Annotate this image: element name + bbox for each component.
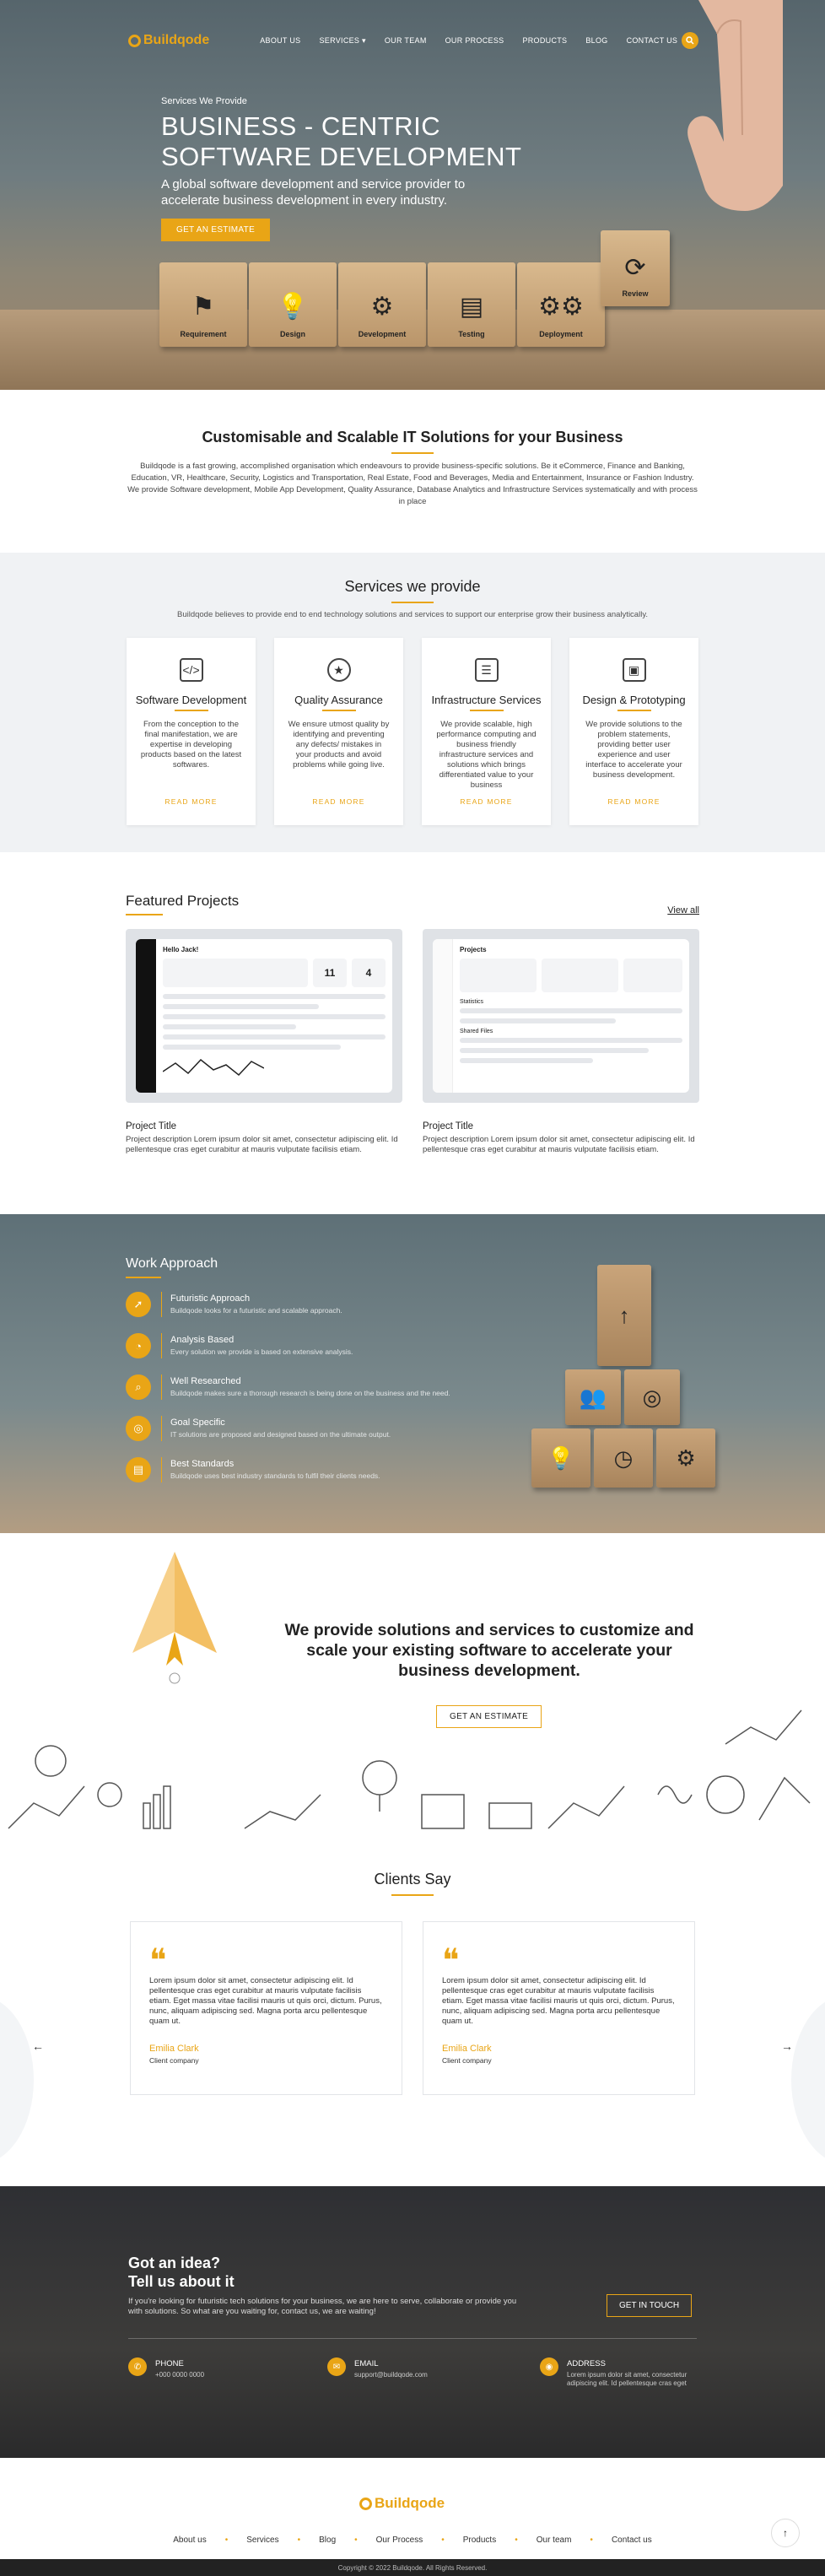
clock-icon: ◷ (594, 1428, 653, 1488)
title-underline (126, 914, 163, 915)
testimonial-text: Lorem ipsum dolor sit amet, consectetur adipiscing elit. Id pellentesque cras eget curabitur at mauris vulputate facilisis etiam. Eget massa vitae facilisi mauris ut quis orci, dictum. Purus, nunc, aliquam adipiscing sed. Magna porta arcu pellentesque quam ut. (149, 1976, 382, 2026)
title-underline (391, 602, 434, 603)
hero-estimate-button[interactable]: GET AN ESTIMATE (161, 219, 270, 241)
brand-logo[interactable] (128, 33, 209, 48)
work-step-text: Buildqode looks for a futuristic and scalable approach. (170, 1306, 342, 1315)
work-step-text: Buildqode uses best industry standards to fulfil their clients needs. (170, 1472, 380, 1480)
intro-title: Customisable and Scalable IT Solutions for your Business (202, 429, 623, 446)
contact-label: EMAIL (354, 2359, 379, 2368)
contact-phone (128, 2357, 282, 2379)
project-title: Project Title (126, 1121, 177, 1131)
view-all-link[interactable]: View all (667, 905, 699, 915)
flag-icon: ⚑ (191, 293, 215, 321)
hero-subtitle: A global software development and service provider to accelerate business development in every industry. (161, 177, 466, 208)
footer (0, 2458, 825, 2559)
title-underline (126, 1277, 161, 1278)
intro-section (0, 390, 825, 553)
nav-item-services[interactable]: SERVICES ▾ (319, 35, 366, 45)
quote-icon: ❝ (149, 1941, 167, 1979)
copyright-text: Copyright © 2022 Buildqode. All Rights Reserved. (337, 2563, 488, 2572)
footer-link-products[interactable]: Products (462, 2535, 497, 2545)
testimonial-list (0, 1921, 825, 2095)
testimonial-company: Client company (442, 2056, 492, 2065)
service-card-text: We ensure utmost quality by identifying and preventing any defects/ mistakes in your products and avoid problems while going live. (288, 720, 390, 770)
services-title: Services we provide (344, 578, 481, 595)
cta-heading: We provide solutions and services to customize and scale your existing software to accelerate your business development. (284, 1621, 694, 1680)
dashboard-mockup (136, 939, 392, 1093)
server-icon: ☰ (475, 658, 499, 682)
cta-estimate-button[interactable]: GET AN ESTIMATE (436, 1705, 542, 1728)
brand-name: Buildqode (375, 2495, 445, 2511)
read-more-link[interactable]: READ MORE (312, 797, 365, 806)
contact-address (540, 2357, 693, 2388)
testimonial-card (130, 1921, 402, 2095)
analysis-icon: ◔ (126, 1333, 151, 1358)
document-icon: ▤ (126, 1457, 151, 1482)
read-more-link[interactable]: READ MORE (164, 797, 218, 806)
paper-plane-illustration (128, 1552, 221, 1687)
projects-header (126, 893, 699, 915)
mockup-heading: Projects (460, 946, 487, 953)
hero-title: BUSINESS - CENTRIC SOFTWARE DEVELOPMENT (161, 111, 522, 171)
footer-link-blog[interactable]: Blog (319, 2535, 337, 2545)
work-approach-section (0, 1214, 825, 1533)
service-card-title: Quality Assurance (294, 694, 383, 706)
nav-item-team[interactable]: OUR TEAM (384, 35, 427, 45)
services-subtitle: Buildqode believes to provide end to end technology solutions and services to support our enterprise grow their business analytically. (176, 610, 648, 619)
arrow-right-icon[interactable]: → (781, 2039, 793, 2053)
nav-item-contact[interactable]: CONTACT US (626, 35, 678, 45)
service-card[interactable] (422, 638, 551, 825)
title-underline (470, 710, 504, 711)
testimonial-text: Lorem ipsum dolor sit amet, consectetur adipiscing elit. Id pellentesque cras eget curabitur at mauris vulputate facilisis etiam. Eget massa vitae facilisi mauris ut quis orci, dictum. Purus, nunc, aliquam adipiscing sed. Magna porta arcu pellentesque quam ut. (442, 1976, 675, 2026)
service-card-text: From the conception to the final manifestation, we are expertise in developing products based on the latest softwares. (140, 720, 242, 770)
service-cards (0, 638, 825, 825)
target-icon: ◎ (624, 1369, 680, 1425)
nav-item-products[interactable]: PRODUCTS (522, 35, 568, 45)
mockup-label: Shared Files (460, 1029, 493, 1034)
nav-menu (260, 36, 677, 46)
mockup-sidebar (433, 939, 453, 1093)
divider (128, 2338, 697, 2339)
logo-mark-icon (128, 35, 141, 47)
service-card-text: We provide scalable, high performance computing and business friendly infrastructure services and solutions which brings differentiated value to your business (436, 720, 537, 790)
mockup-label: Statistics (460, 999, 484, 1005)
lightbulb-icon: 💡 (277, 293, 309, 321)
mockup-heading: Hello Jack! (163, 946, 199, 953)
block-development: ⚙ Development (338, 262, 426, 347)
testimonial-company: Client company (149, 2056, 199, 2065)
address-value: Lorem ipsum dolor sit amet, consectetur adipiscing elit. Id pellentesque cras eget (567, 2371, 688, 2387)
contact-label: ADDRESS (567, 2359, 606, 2368)
work-step-text: Buildqode makes sure a thorough research is being done on the business and the need. (170, 1389, 450, 1397)
team-icon: 👥 (565, 1369, 621, 1425)
goal-icon: ◎ (126, 1416, 151, 1441)
project-screenshot (126, 929, 402, 1103)
intro-body: Buildqode is a fast growing, accomplished organisation which endeavours to provide business-specific solutions. Be it eCommerce, Finance and Banking, Education, VR, Healthcare, Security, Logistics and Transportation, Real Estate, Food and Beverages, Media and Entertainment, Insurance or Fashion Industry. We provide Software development, Mobile App Development, Quality Assurance, Database Analytics and Infrastructure Services systematically and with process in place (127, 462, 698, 506)
business-doodles-illustration (0, 1693, 825, 1837)
work-step-text: Every solution we provide is based on extensive analysis. (170, 1347, 353, 1356)
title-underline (617, 710, 651, 711)
work-step-text: IT solutions are proposed and designed based on the ultimate output. (170, 1430, 391, 1439)
title-underline (175, 710, 208, 711)
testing-icon: ▤ (459, 293, 484, 321)
title-underline (391, 1894, 434, 1896)
project-desc: Project description Lorem ipsum dolor sit amet, consectetur adipiscing elit. Id pellentesque cras eget curabitur at mauris vulputate facilisis etiam. (126, 1135, 398, 1154)
award-icon: ★ (327, 658, 351, 682)
clients-section (0, 1854, 825, 2186)
idea-icon: 💡 (531, 1428, 590, 1488)
quote-icon: ❝ (442, 1941, 460, 1979)
footer-link-contact[interactable]: Contact us (611, 2535, 652, 2545)
blocks-pyramid-illustration (531, 1265, 717, 1518)
project-list (126, 929, 699, 1155)
contact-label: PHONE (155, 2359, 184, 2368)
email-value[interactable]: support@buildqode.com (354, 2371, 428, 2379)
projects-section (126, 852, 699, 1214)
project-screenshot (423, 929, 699, 1103)
work-step-title: Best Standards (170, 1459, 235, 1469)
design-monitor-icon: ▣ (623, 658, 646, 682)
logo-mark-icon (359, 2498, 372, 2510)
footer-link-process[interactable]: Our Process (375, 2535, 423, 2545)
block-requirement: ⚑ Requirement (159, 262, 247, 347)
mockup-body (453, 939, 689, 1093)
project-desc: Project description Lorem ipsum dolor sit amet, consectetur adipiscing elit. Id pellentesque cras eget curabitur at mauris vulputate facilisis etiam. (423, 1135, 695, 1154)
clients-title: Clients Say (374, 1871, 451, 1887)
service-card[interactable] (274, 638, 403, 825)
get-in-touch-button[interactable]: GET IN TOUCH (607, 2294, 692, 2317)
contact-email (327, 2357, 481, 2379)
mail-icon: ✉ (327, 2357, 346, 2376)
title-underline (391, 452, 434, 454)
service-card-title: Design & Prototyping (582, 694, 686, 706)
nav-item-blog[interactable]: BLOG (585, 35, 608, 45)
work-step-title: Goal Specific (170, 1418, 225, 1428)
location-pin-icon: ◉ (540, 2357, 558, 2376)
work-step-title: Well Researched (170, 1376, 241, 1386)
project-title: Project Title (423, 1121, 474, 1131)
testimonial-card (423, 1921, 695, 2095)
search-button[interactable] (682, 32, 698, 49)
service-card-title: Software Development (135, 694, 247, 706)
gears-icon: ⚙⚙ (538, 293, 584, 321)
mockup-sidebar (136, 939, 156, 1093)
service-card-text: We provide solutions to the problem statements, providing better user experience and user interface to accelerate your business development. (585, 720, 682, 780)
main-nav (128, 30, 698, 51)
services-section (0, 553, 825, 852)
arrow-left-icon[interactable]: ← (32, 2039, 44, 2053)
block-testing: ▤ Testing (428, 262, 515, 347)
arrow-up-icon: ↑ (597, 1265, 651, 1366)
contact-text: If you're looking for futuristic tech solutions for your business, we are here to serve, collaborate or provide you with solutions. So what are you waiting for, contact us, we are waiting! (128, 2297, 517, 2316)
mockup-body (156, 939, 392, 1093)
mockup-stat: 4 (352, 959, 386, 987)
scroll-to-top-button[interactable] (771, 2519, 800, 2547)
cta-section (0, 1533, 825, 1854)
process-blocks (159, 262, 605, 347)
refresh-icon: ⟳ (624, 254, 646, 282)
work-title: Work Approach (126, 1256, 218, 1271)
project-card[interactable] (423, 929, 699, 1155)
testimonial-name: Emilia Clark (149, 2044, 199, 2054)
contact-title: Got an idea? Tell us about it (128, 2255, 235, 2290)
arrow-up-icon: ↑ (783, 2527, 788, 2539)
copyright-bar (0, 2559, 825, 2576)
dashboard-mockup (433, 939, 689, 1093)
footer-link-about[interactable]: About us (173, 2535, 207, 2545)
footer-link-services[interactable]: Services (246, 2535, 279, 2545)
magnifier-icon: ⌕ (126, 1374, 151, 1400)
projects-title: Featured Projects (126, 893, 240, 909)
gears-icon: ⚙ (656, 1428, 715, 1488)
search-icon (686, 36, 694, 45)
work-step-title: Futuristic Approach (170, 1293, 251, 1304)
service-card-title: Infrastructure Services (431, 694, 542, 706)
phone-value[interactable]: +000 0000 0000 (155, 2371, 205, 2379)
footer-link-team[interactable]: Our team (536, 2535, 572, 2545)
hero-eyebrow: Services We Provide (161, 96, 247, 106)
block-review: ⟳ Review (601, 230, 670, 306)
block-deployment: ⚙⚙ Deployment (517, 262, 605, 347)
code-window-icon: </> (180, 658, 203, 682)
hero-section (0, 0, 825, 390)
rocket-icon: ➚ (126, 1292, 151, 1317)
chevron-down-icon: ▾ (362, 35, 366, 45)
project-card[interactable] (126, 929, 402, 1155)
footer-nav: About us • Services • Blog • Our Process • Products • Our team • Contact us (173, 2535, 652, 2545)
work-step-title: Analysis Based (170, 1335, 235, 1345)
service-card[interactable] (127, 638, 256, 825)
service-card[interactable] (569, 638, 698, 825)
brand-name: Buildqode (143, 33, 210, 47)
contact-section (0, 2186, 825, 2458)
read-more-link[interactable]: READ MORE (460, 797, 513, 806)
mockup-line-chart (163, 1055, 264, 1080)
footer-logo[interactable] (359, 2495, 445, 2512)
block-design: 💡 Design (249, 262, 337, 347)
title-underline (322, 710, 356, 711)
development-icon: ⚙ (370, 293, 394, 321)
mockup-stat: 11 (313, 959, 347, 987)
read-more-link[interactable]: READ MORE (607, 797, 661, 806)
hero-copy (161, 96, 566, 241)
phone-icon: ✆ (128, 2357, 147, 2376)
nav-item-process[interactable]: OUR PROCESS (445, 35, 504, 45)
testimonial-name: Emilia Clark (442, 2044, 492, 2054)
nav-item-about[interactable]: ABOUT US (260, 35, 301, 45)
